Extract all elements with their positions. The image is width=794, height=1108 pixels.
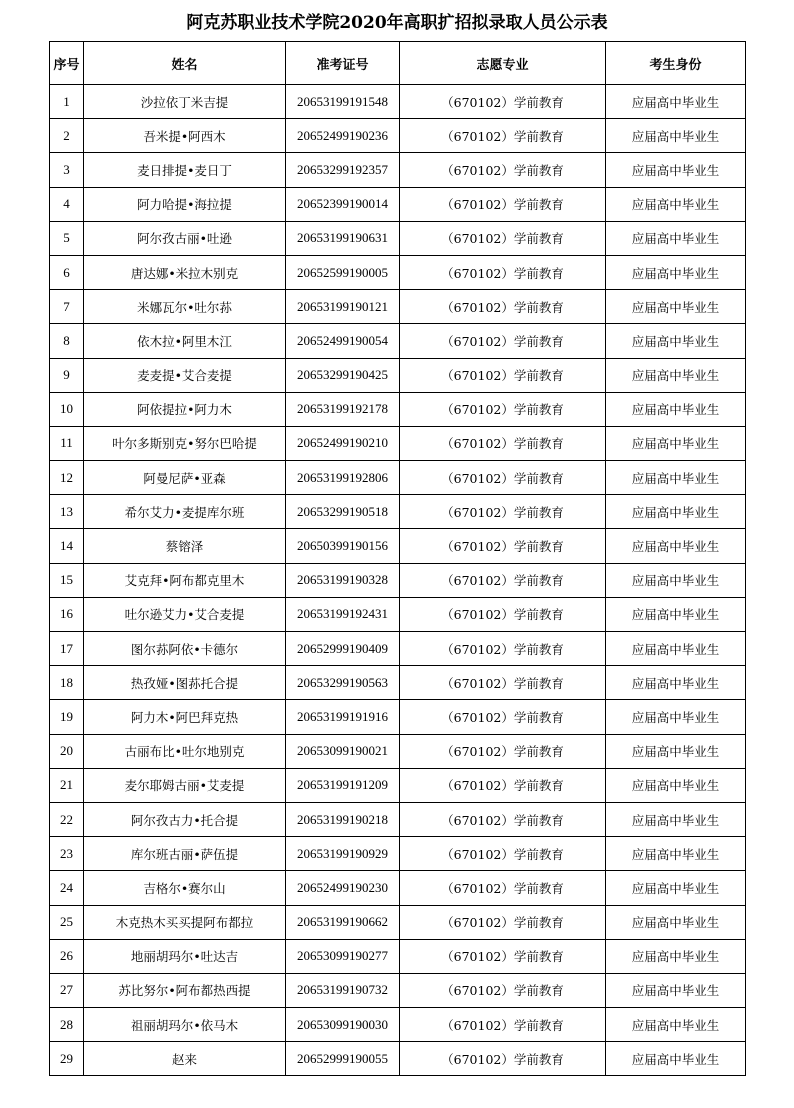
cell-major: （670102）学前教育 xyxy=(400,837,606,871)
table-row xyxy=(50,495,746,529)
cell-name: 阿尔孜古力•托合提 xyxy=(84,802,286,836)
cell-index: 24 xyxy=(50,871,84,905)
cell-index: 14 xyxy=(50,529,84,563)
header-major: 志愿专业 xyxy=(400,42,606,85)
cell-major: （670102）学前教育 xyxy=(400,905,606,939)
cell-major: （670102）学前教育 xyxy=(400,802,606,836)
cell-name: 米娜瓦尔•吐尔荪 xyxy=(84,290,286,324)
cell-identity: 应届高中毕业生 xyxy=(606,426,746,460)
cell-name: 阿力哈提•海拉提 xyxy=(84,187,286,221)
cell-exam-id: 20653199190662 xyxy=(286,905,400,939)
cell-exam-id: 20653099190277 xyxy=(286,939,400,973)
cell-major: （670102）学前教育 xyxy=(400,358,606,392)
cell-identity: 应届高中毕业生 xyxy=(606,495,746,529)
cell-exam-id: 20653199191209 xyxy=(286,768,400,802)
cell-major: （670102）学前教育 xyxy=(400,495,606,529)
cell-exam-id: 20653199191548 xyxy=(286,85,400,119)
cell-name: 阿依提拉•阿力木 xyxy=(84,392,286,426)
table-row xyxy=(50,666,746,700)
cell-index: 9 xyxy=(50,358,84,392)
cell-name: 吐尔逊艾力•艾合麦提 xyxy=(84,597,286,631)
cell-name: 依木拉•阿里木江 xyxy=(84,324,286,358)
cell-identity: 应届高中毕业生 xyxy=(606,1008,746,1042)
cell-exam-id: 20653299190425 xyxy=(286,358,400,392)
table-row xyxy=(50,802,746,836)
cell-index: 23 xyxy=(50,837,84,871)
cell-exam-id: 20653199190121 xyxy=(286,290,400,324)
cell-identity: 应届高中毕业生 xyxy=(606,85,746,119)
cell-exam-id: 20653199192178 xyxy=(286,392,400,426)
cell-major: （670102）学前教育 xyxy=(400,939,606,973)
page-title: 阿克苏职业技术学院2020年高职扩招拟录取人员公示表 xyxy=(186,13,608,33)
cell-name: 祖丽胡玛尔•依马木 xyxy=(84,1008,286,1042)
cell-exam-id: 20653199190929 xyxy=(286,837,400,871)
cell-identity: 应届高中毕业生 xyxy=(606,153,746,187)
cell-major: （670102）学前教育 xyxy=(400,973,606,1007)
cell-major: （670102）学前教育 xyxy=(400,392,606,426)
cell-index: 6 xyxy=(50,255,84,289)
cell-exam-id: 20653199190218 xyxy=(286,802,400,836)
cell-index: 1 xyxy=(50,85,84,119)
table-row xyxy=(50,529,746,563)
table-row xyxy=(50,597,746,631)
cell-name: 希尔艾力•麦提库尔班 xyxy=(84,495,286,529)
table-row xyxy=(50,939,746,973)
cell-name: 叶尔多斯别克•努尔巴哈提 xyxy=(84,426,286,460)
cell-exam-id: 20652499190230 xyxy=(286,871,400,905)
cell-index: 3 xyxy=(50,153,84,187)
cell-identity: 应届高中毕业生 xyxy=(606,939,746,973)
cell-major: （670102）学前教育 xyxy=(400,426,606,460)
header-identity: 考生身份 xyxy=(606,42,746,85)
cell-name: 麦麦提•艾合麦提 xyxy=(84,358,286,392)
cell-name: 热孜娅•图荪托合提 xyxy=(84,666,286,700)
cell-major: （670102）学前教育 xyxy=(400,324,606,358)
cell-major: （670102）学前教育 xyxy=(400,290,606,324)
table-row xyxy=(50,563,746,597)
cell-major: （670102）学前教育 xyxy=(400,255,606,289)
table-row xyxy=(50,973,746,1007)
cell-index: 18 xyxy=(50,666,84,700)
cell-major: （670102）学前教育 xyxy=(400,700,606,734)
cell-exam-id: 20653199190631 xyxy=(286,221,400,255)
cell-identity: 应届高中毕业生 xyxy=(606,1042,746,1076)
cell-name: 木克热木买买提阿布都拉 xyxy=(84,905,286,939)
cell-index: 13 xyxy=(50,495,84,529)
cell-identity: 应届高中毕业生 xyxy=(606,871,746,905)
cell-identity: 应届高中毕业生 xyxy=(606,768,746,802)
cell-name: 阿曼尼萨•亚森 xyxy=(84,461,286,495)
cell-identity: 应届高中毕业生 xyxy=(606,802,746,836)
cell-major: （670102）学前教育 xyxy=(400,187,606,221)
table-row xyxy=(50,324,746,358)
cell-name: 唐达娜•米拉木别克 xyxy=(84,255,286,289)
cell-major: （670102）学前教育 xyxy=(400,597,606,631)
table-row xyxy=(50,1008,746,1042)
cell-major: （670102）学前教育 xyxy=(400,666,606,700)
cell-exam-id: 20653199192806 xyxy=(286,461,400,495)
cell-name: 吾米提•阿西木 xyxy=(84,119,286,153)
table-row xyxy=(50,461,746,495)
cell-identity: 应届高中毕业生 xyxy=(606,358,746,392)
cell-exam-id: 20653299190518 xyxy=(286,495,400,529)
cell-exam-id: 20652999190055 xyxy=(286,1042,400,1076)
cell-name: 库尔班古丽•萨伍提 xyxy=(84,837,286,871)
cell-major: （670102）学前教育 xyxy=(400,871,606,905)
cell-major: （670102）学前教育 xyxy=(400,632,606,666)
cell-identity: 应届高中毕业生 xyxy=(606,187,746,221)
cell-index: 10 xyxy=(50,392,84,426)
cell-exam-id: 20652999190409 xyxy=(286,632,400,666)
cell-identity: 应届高中毕业生 xyxy=(606,461,746,495)
cell-identity: 应届高中毕业生 xyxy=(606,837,746,871)
cell-name: 阿尔孜古丽•吐逊 xyxy=(84,221,286,255)
cell-index: 2 xyxy=(50,119,84,153)
table-row xyxy=(50,119,746,153)
cell-major: （670102）学前教育 xyxy=(400,563,606,597)
cell-name: 地丽胡玛尔•吐达吉 xyxy=(84,939,286,973)
cell-index: 26 xyxy=(50,939,84,973)
table-row xyxy=(50,358,746,392)
cell-major: （670102）学前教育 xyxy=(400,768,606,802)
table-row xyxy=(50,85,746,119)
cell-exam-id: 20652499190210 xyxy=(286,426,400,460)
cell-name: 艾克拜•阿布都克里木 xyxy=(84,563,286,597)
cell-index: 12 xyxy=(50,461,84,495)
cell-major: （670102）学前教育 xyxy=(400,529,606,563)
cell-exam-id: 20650399190156 xyxy=(286,529,400,563)
header-index: 序号 xyxy=(50,42,84,85)
cell-major: （670102）学前教育 xyxy=(400,119,606,153)
cell-identity: 应届高中毕业生 xyxy=(606,290,746,324)
cell-identity: 应届高中毕业生 xyxy=(606,119,746,153)
cell-identity: 应届高中毕业生 xyxy=(606,392,746,426)
cell-name: 赵来 xyxy=(84,1042,286,1076)
table-row xyxy=(50,837,746,871)
cell-major: （670102）学前教育 xyxy=(400,1042,606,1076)
cell-identity: 应届高中毕业生 xyxy=(606,255,746,289)
table-row xyxy=(50,632,746,666)
cell-index: 15 xyxy=(50,563,84,597)
cell-identity: 应届高中毕业生 xyxy=(606,905,746,939)
table-body xyxy=(50,85,746,1076)
cell-name: 苏比努尔•阿布都热西提 xyxy=(84,973,286,1007)
cell-identity: 应届高中毕业生 xyxy=(606,529,746,563)
cell-name: 麦日排提•麦日丁 xyxy=(84,153,286,187)
cell-exam-id: 20652499190054 xyxy=(286,324,400,358)
cell-identity: 应届高中毕业生 xyxy=(606,973,746,1007)
cell-index: 29 xyxy=(50,1042,84,1076)
table-row xyxy=(50,255,746,289)
cell-exam-id: 20653299190563 xyxy=(286,666,400,700)
table-row xyxy=(50,905,746,939)
cell-identity: 应届高中毕业生 xyxy=(606,563,746,597)
table-row xyxy=(50,153,746,187)
cell-exam-id: 20653099190021 xyxy=(286,734,400,768)
cell-major: （670102）学前教育 xyxy=(400,1008,606,1042)
cell-index: 25 xyxy=(50,905,84,939)
table-row xyxy=(50,768,746,802)
cell-index: 20 xyxy=(50,734,84,768)
cell-major: （670102）学前教育 xyxy=(400,85,606,119)
cell-exam-id: 20653299192357 xyxy=(286,153,400,187)
admission-table xyxy=(49,41,746,1076)
cell-exam-id: 20653199192431 xyxy=(286,597,400,631)
cell-exam-id: 20653199190732 xyxy=(286,973,400,1007)
cell-identity: 应届高中毕业生 xyxy=(606,666,746,700)
cell-identity: 应届高中毕业生 xyxy=(606,324,746,358)
cell-index: 22 xyxy=(50,802,84,836)
table-row xyxy=(50,871,746,905)
cell-exam-id: 20653099190030 xyxy=(286,1008,400,1042)
cell-major: （670102）学前教育 xyxy=(400,221,606,255)
table-row xyxy=(50,392,746,426)
cell-index: 8 xyxy=(50,324,84,358)
cell-index: 16 xyxy=(50,597,84,631)
table-row xyxy=(50,734,746,768)
cell-name: 蔡镕泽 xyxy=(84,529,286,563)
cell-index: 21 xyxy=(50,768,84,802)
cell-exam-id: 20652499190236 xyxy=(286,119,400,153)
cell-index: 5 xyxy=(50,221,84,255)
cell-index: 4 xyxy=(50,187,84,221)
cell-name: 沙拉依丁米吉提 xyxy=(84,85,286,119)
cell-identity: 应届高中毕业生 xyxy=(606,221,746,255)
table-row xyxy=(50,426,746,460)
cell-major: （670102）学前教育 xyxy=(400,461,606,495)
cell-name: 古丽布比•吐尔地别克 xyxy=(84,734,286,768)
cell-identity: 应届高中毕业生 xyxy=(606,597,746,631)
cell-name: 图尔荪阿依•卡德尔 xyxy=(84,632,286,666)
cell-exam-id: 20653199191916 xyxy=(286,700,400,734)
table-row xyxy=(50,1042,746,1076)
cell-major: （670102）学前教育 xyxy=(400,734,606,768)
table-header-row xyxy=(50,42,746,85)
cell-identity: 应届高中毕业生 xyxy=(606,734,746,768)
cell-index: 7 xyxy=(50,290,84,324)
header-name: 姓名 xyxy=(84,42,286,85)
cell-name: 吉格尔•赛尔山 xyxy=(84,871,286,905)
cell-index: 17 xyxy=(50,632,84,666)
header-exam-id: 准考证号 xyxy=(286,42,400,85)
cell-name: 麦尔耶姆古丽•艾麦提 xyxy=(84,768,286,802)
cell-index: 19 xyxy=(50,700,84,734)
table-row xyxy=(50,221,746,255)
cell-exam-id: 20652599190005 xyxy=(286,255,400,289)
cell-index: 28 xyxy=(50,1008,84,1042)
cell-index: 27 xyxy=(50,973,84,1007)
cell-exam-id: 20653199190328 xyxy=(286,563,400,597)
table-row xyxy=(50,187,746,221)
cell-major: （670102）学前教育 xyxy=(400,153,606,187)
table-row xyxy=(50,290,746,324)
cell-index: 11 xyxy=(50,426,84,460)
cell-exam-id: 20652399190014 xyxy=(286,187,400,221)
table-row xyxy=(50,700,746,734)
cell-identity: 应届高中毕业生 xyxy=(606,700,746,734)
cell-identity: 应届高中毕业生 xyxy=(606,632,746,666)
cell-name: 阿力木•阿巴拜克热 xyxy=(84,700,286,734)
